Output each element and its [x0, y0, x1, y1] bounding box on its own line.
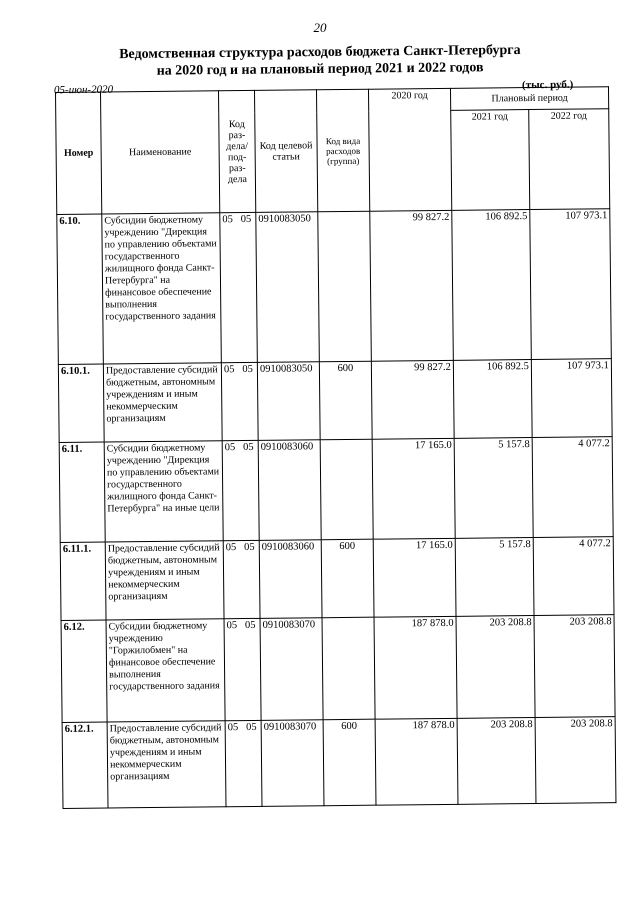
row-section-code: [220, 212, 258, 362]
row-amount-2020: 17 165.0: [372, 438, 455, 539]
header-year-2022: 2022 год: [529, 109, 610, 210]
row-amount-2020: 99 827.2: [371, 360, 454, 439]
row-number: 6.10.1.: [58, 364, 104, 442]
row-amount-2021: 5 157.8: [455, 538, 534, 617]
row-amount-2022: 107 973.1: [530, 209, 612, 360]
row-section-code: [223, 540, 260, 618]
row-amount-2020: 187 878.0: [374, 616, 457, 719]
row-amount-2020: 187 878.0: [375, 718, 458, 805]
section-code: 05: [226, 620, 238, 632]
document-date: 05-июн-2020: [53, 83, 114, 97]
table-row: [59, 437, 613, 543]
row-amount-2021: 203 208.8: [456, 616, 535, 719]
row-target-code: 0910083070: [260, 618, 323, 721]
section-code: 05: [225, 542, 237, 554]
page-number: 20: [313, 20, 327, 35]
row-expense-code: 600: [321, 539, 374, 618]
row-amount-2022: 4 077.2: [533, 537, 614, 616]
row-amount-2022: 107 973.1: [531, 359, 612, 438]
row-amount-2022: 4 077.2: [532, 437, 613, 538]
row-name: Субсидии бюджетному учреждению "Дирекция по управлению объектами государственного жилищного фонда Санкт-Петербурга" на финансовое обеспечение выполнения государственного задания: [102, 213, 222, 364]
table-row: [57, 209, 612, 365]
section-code: 05: [222, 214, 233, 226]
row-expense-code: [322, 617, 375, 720]
subsection-code: 05: [245, 721, 257, 734]
row-target-code: 0910083070: [261, 720, 324, 807]
row-target-code: 0910083050: [256, 212, 320, 363]
row-number: 6.10.: [57, 214, 104, 364]
row-expense-code: 600: [323, 719, 376, 806]
row-amount-2021: 203 208.8: [457, 718, 536, 805]
table-row: [58, 359, 612, 443]
row-name: Субсидии бюджетному учреждению "Горжилобмен" на финансовое обеспечение выполнения государственного задания: [106, 619, 225, 722]
row-amount-2020: 17 165.0: [373, 538, 456, 617]
section-code: 05: [223, 364, 235, 376]
subsection-code: 05: [242, 363, 253, 376]
header-planned-period: Плановый период: [450, 87, 608, 111]
row-expense-code: [318, 211, 372, 362]
table-row: [61, 615, 615, 723]
row-target-code: 0910083060: [259, 540, 322, 619]
title-line-2: на 2020 год и на плановый период 2021 и 2022 годов: [156, 60, 484, 79]
section-code: 05: [227, 722, 239, 734]
row-expense-code: 600: [319, 361, 372, 440]
row-amount-2021: 106 892.5: [453, 360, 532, 439]
row-number: 6.11.: [59, 442, 105, 542]
row-section-code: [225, 720, 262, 806]
row-target-code: 0910083060: [258, 440, 321, 541]
document-title: [60, 41, 580, 80]
title-line-1: Ведомственная структура расходов бюджета Санкт-Петербурга: [119, 42, 521, 63]
subsection-code: 05: [244, 541, 255, 554]
row-number: 6.12.1.: [62, 722, 108, 808]
row-amount-2022: 203 208.8: [535, 717, 616, 804]
row-number: 6.11.1.: [60, 542, 106, 620]
row-name: Субсидии бюджетному учреждению "Дирекция по управлению объектами государственного жилищного фонда Санкт-Петербурга" на иные цели: [104, 441, 223, 542]
row-name: Предоставление субсидий бюджетным, автономным учреждениям и иным некоммерческим организациям: [107, 721, 226, 808]
row-amount-2021: 5 157.8: [454, 438, 533, 539]
row-name: Предоставление субсидий бюджетным, автономным учреждениям и иным некоммерческим организациям: [103, 363, 222, 442]
row-section-code: [224, 618, 261, 720]
subsection-code: 05: [244, 619, 256, 632]
row-section-code: [221, 362, 258, 440]
header-year-2020: 2020 год: [368, 88, 451, 211]
header-section-code: Код раз-дела/ под-раз-дела: [218, 90, 255, 212]
table-row: [62, 717, 616, 809]
section-code: 05: [224, 442, 236, 454]
row-expense-code: [320, 439, 373, 540]
units-label: (тыс. руб.): [521, 78, 574, 92]
header-expense-code: Код вида расходов (группа): [316, 89, 369, 212]
row-name: Предоставление субсидий бюджетным, автономным учреждениям и иным некоммерческим организациям: [105, 541, 224, 620]
row-target-code: 0910083050: [257, 362, 320, 441]
table-row: [60, 537, 614, 621]
row-section-code: [222, 440, 259, 540]
row-number: 6.12.: [61, 620, 107, 722]
row-amount-2020: 99 827.2: [370, 210, 454, 361]
row-amount-2022: 203 208.8: [534, 615, 615, 718]
header-year-2021: 2021 год: [451, 110, 530, 211]
header-number: Номер: [56, 92, 102, 214]
row-amount-2021: 106 892.5: [452, 210, 532, 361]
header-target-code: Код целевой статьи: [254, 90, 317, 213]
subsection-code: 05: [243, 441, 254, 454]
subsection-code: 05: [240, 213, 252, 226]
header-name: Наименование: [101, 91, 220, 214]
